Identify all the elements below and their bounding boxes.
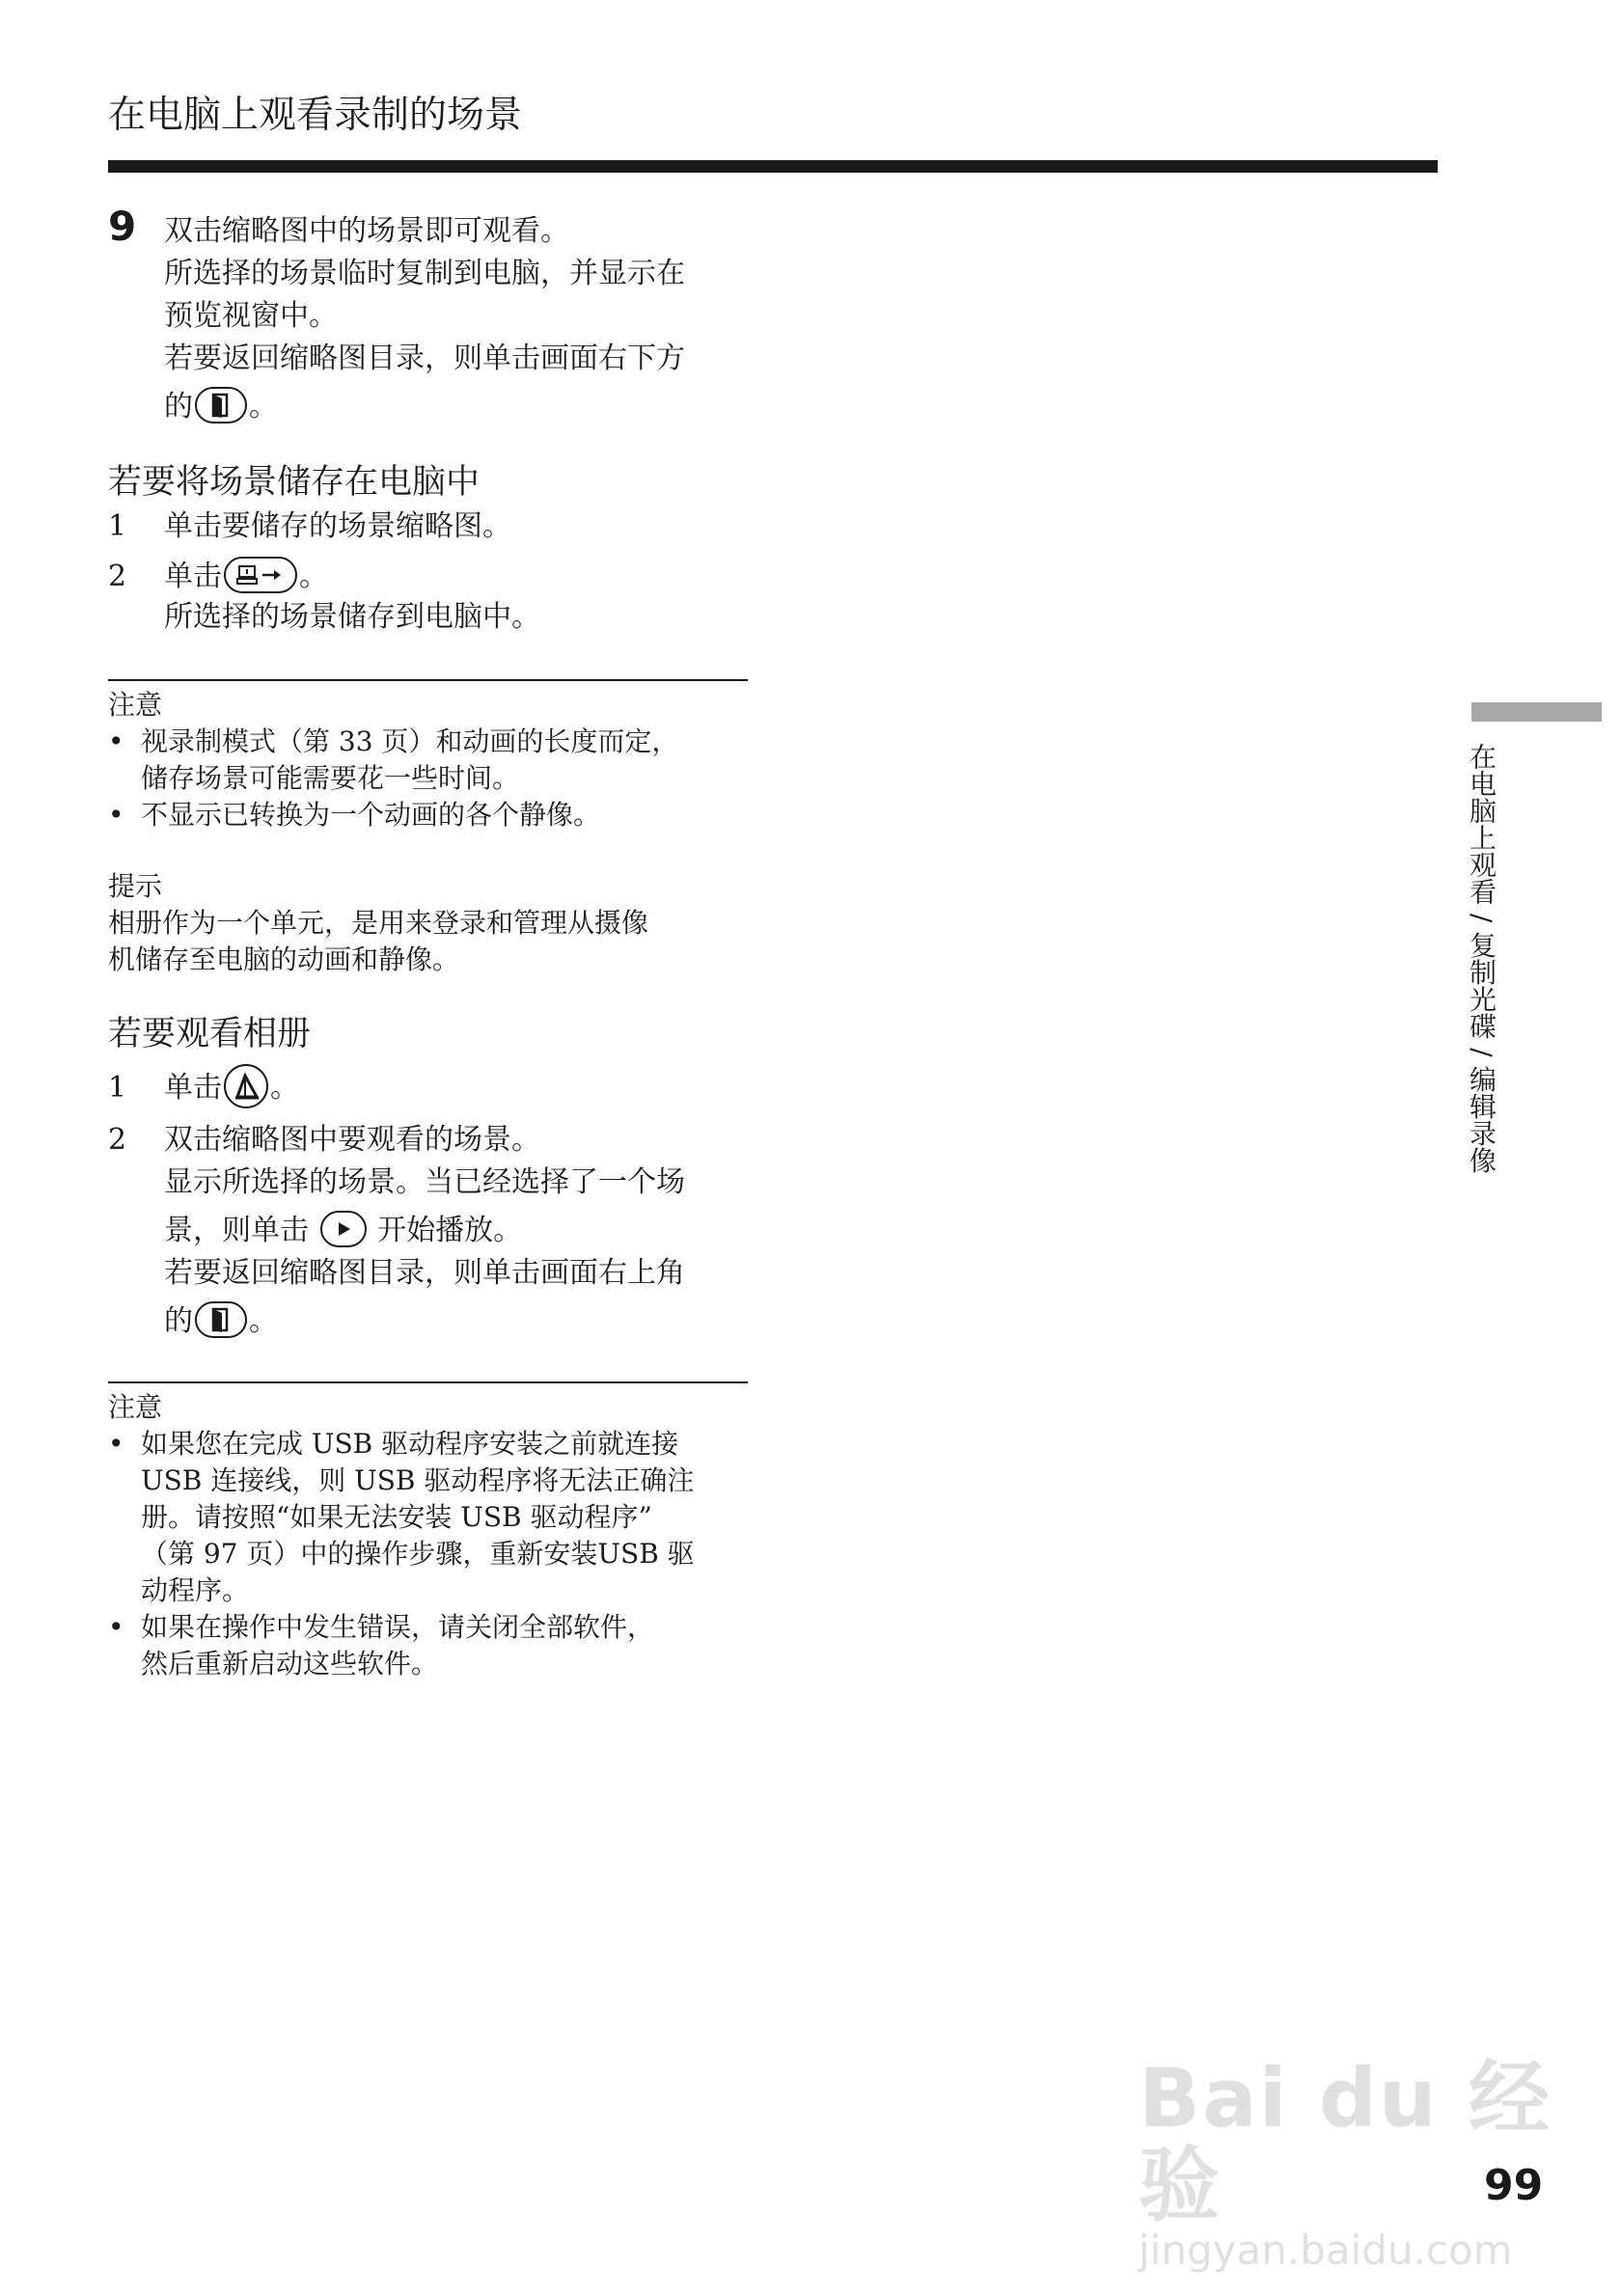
album-item2-line5: 的 。 [164, 1300, 278, 1343]
save-item1-text: 单击要储存的场景缩略图。 [164, 509, 511, 543]
side-tab-label: 在电脑上观看 / 复制光碟 / 编辑录像 [1466, 743, 1497, 1174]
page-number: 99 [1484, 2161, 1544, 2210]
album-item2-line1: 双击缩略图中要观看的场景。 [164, 1123, 540, 1157]
save-to-pc-icon [224, 557, 297, 593]
note-bullet: • [108, 1611, 124, 1643]
note-bullet: • [108, 1428, 124, 1460]
note2-b1-line3: 册。请按照“如果无法安装 USB 驱动程序” [141, 1501, 652, 1533]
save-item2-result: 所选择的场景储存到电脑中。 [164, 600, 540, 634]
step-number: 9 [108, 203, 137, 250]
step9-line3: 预览视窗中。 [164, 299, 338, 333]
album-icon [224, 1064, 268, 1108]
album-item2-line4: 若要返回缩略图目录，则单击画面右上角 [164, 1256, 685, 1290]
step9-line4: 若要返回缩略图目录，则单击画面右下方 [164, 342, 685, 375]
side-tab-bar [1471, 702, 1602, 722]
step9-line5: 的 。 [164, 386, 278, 428]
watermark-url: jingyan.baidu.com [1139, 2227, 1513, 2274]
play-icon [320, 1211, 367, 1247]
return-icon [195, 1301, 247, 1338]
note2-b2-line1: 如果在操作中发生错误，请关闭全部软件， [141, 1611, 655, 1643]
page-title: 在电脑上观看录制的场景 [108, 94, 523, 137]
album-item2-number: 2 [108, 1123, 127, 1157]
note2-b1-line4: （第 97 页）中的操作步骤，重新安装USB 驱 [141, 1538, 695, 1570]
note-rule [108, 679, 748, 681]
note-bullet: • [108, 725, 124, 757]
note2-b1-line2: USB 连接线，则 USB 驱动程序将无法正确注 [141, 1464, 695, 1496]
note1-b1-line2: 储存场景可能需要花一些时间。 [141, 762, 520, 794]
header-rule [108, 160, 1438, 173]
note1-b1-line1: 视录制模式（第 33 页）和动画的长度而定， [141, 725, 679, 757]
note-rule [108, 1381, 748, 1383]
save-item2-text: 单击 。 [164, 556, 328, 598]
watermark-brand: Bai du 经验 [1139, 2051, 1552, 2232]
return-icon [195, 387, 247, 424]
baidu-watermark [1139, 2051, 1621, 2274]
album-item2-line2: 显示所选择的场景。当已经选择了一个场 [164, 1165, 685, 1199]
note-bullet: • [108, 799, 124, 831]
tip-line1: 相册作为一个单元，是用来登录和管理从摄像 [108, 907, 649, 939]
tip-title: 提示 [108, 870, 163, 902]
album-item1-text: 单击 。 [164, 1067, 299, 1111]
step9-line2: 所选择的场景临时复制到电脑，并显示在 [164, 257, 685, 290]
album-section-title: 若要观看相册 [108, 1015, 312, 1053]
album-item2-line3: 景，则单击 开始播放。 [164, 1210, 522, 1252]
note-title: 注意 [108, 1391, 163, 1423]
note2-b2-line2: 然后重新启动这些软件。 [141, 1648, 439, 1680]
save-section-title: 若要将场景储存在电脑中 [108, 463, 481, 502]
note2-b1-line1: 如果您在完成 USB 驱动程序安装之前就连接 [141, 1428, 679, 1460]
save-item1-number: 1 [108, 509, 127, 543]
note2-b1-line5: 动程序。 [141, 1574, 250, 1606]
album-item1-number: 1 [108, 1071, 127, 1105]
step9-line1: 双击缩略图中的场景即可观看。 [164, 214, 569, 248]
note1-b2-line1: 不显示已转换为一个动画的各个静像。 [141, 799, 601, 831]
save-item2-number: 2 [108, 560, 127, 593]
note-title: 注意 [108, 689, 163, 721]
tip-line2: 机储存至电脑的动画和静像。 [108, 943, 460, 975]
